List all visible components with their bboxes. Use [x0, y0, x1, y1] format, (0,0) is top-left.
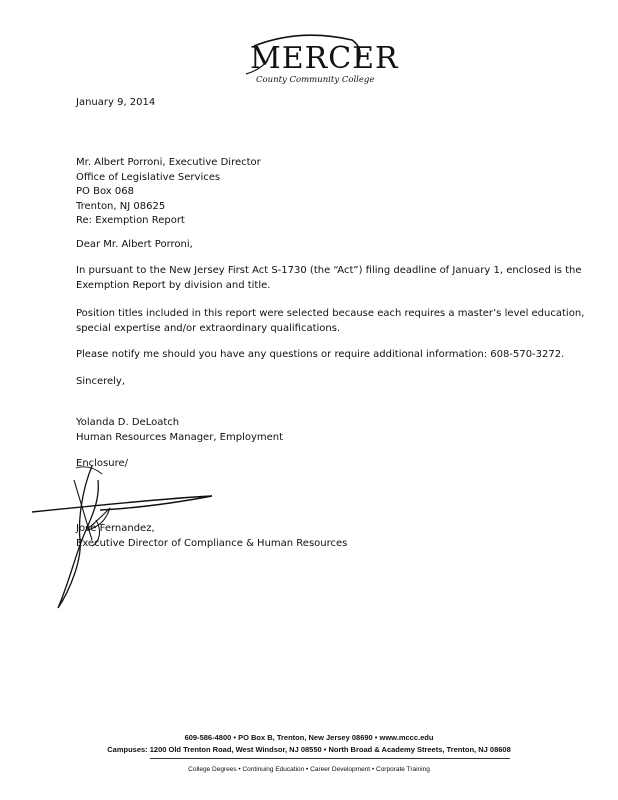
recipient-line: Mr. Albert Porroni, Executive Director: [76, 157, 261, 168]
salutation: Dear Mr. Albert Porroni,: [76, 239, 193, 250]
recipient-address: [76, 156, 261, 229]
recipient-line: Re: Exemption Report: [76, 215, 185, 226]
cc-title: Executive Director of Compliance & Human Resources: [76, 537, 348, 549]
recipient-line: Office of Legislative Services: [76, 171, 221, 183]
college-logo-subtitle: County Community College: [256, 75, 375, 85]
paragraph-position-titles: Position titles included in this report were selected because each requires a master’s level education, special expertise and/or extraordinary qualifications.: [76, 308, 585, 334]
footer-contact: 609-586-4800 • PO Box B, Trenton, New Jersey 08690 • www.mccc.edu: [184, 733, 434, 742]
signer-name: Yolanda D. DeLoatch: [76, 417, 180, 428]
footer-divider: [150, 758, 510, 759]
signer-title: Human Resources Manager, Employment: [76, 431, 284, 443]
paragraph-contact: Please notify me should you have any questions or require additional information: 608-570-3272.: [76, 349, 565, 360]
footer-tagline: College Degrees • Continuing Education • Career Development • Corporate Training: [188, 766, 430, 773]
signer-block: [76, 416, 283, 445]
enclosure-note: Enclosure/: [76, 458, 129, 469]
college-logo-wordmark: MERCER: [250, 41, 399, 76]
closing: Sincerely,: [76, 376, 126, 387]
recipient-line: Trenton, NJ 08625: [76, 200, 166, 212]
letter-date: January 9, 2014: [76, 97, 156, 108]
paragraph-filing: In pursuant to the New Jersey First Act S-1730 (the “Act”) filing deadline of January 1, enclosed is the Exemption Report by division and title.: [76, 265, 582, 291]
cc-block: [76, 522, 347, 551]
cc-name: José Fernandez,: [76, 523, 155, 534]
recipient-line: PO Box 068: [76, 186, 134, 197]
footer-campuses: Campuses: 1200 Old Trenton Road, West Windsor, NJ 08550 • North Broad & Academy Streets, Trenton, NJ 08608: [107, 745, 511, 754]
